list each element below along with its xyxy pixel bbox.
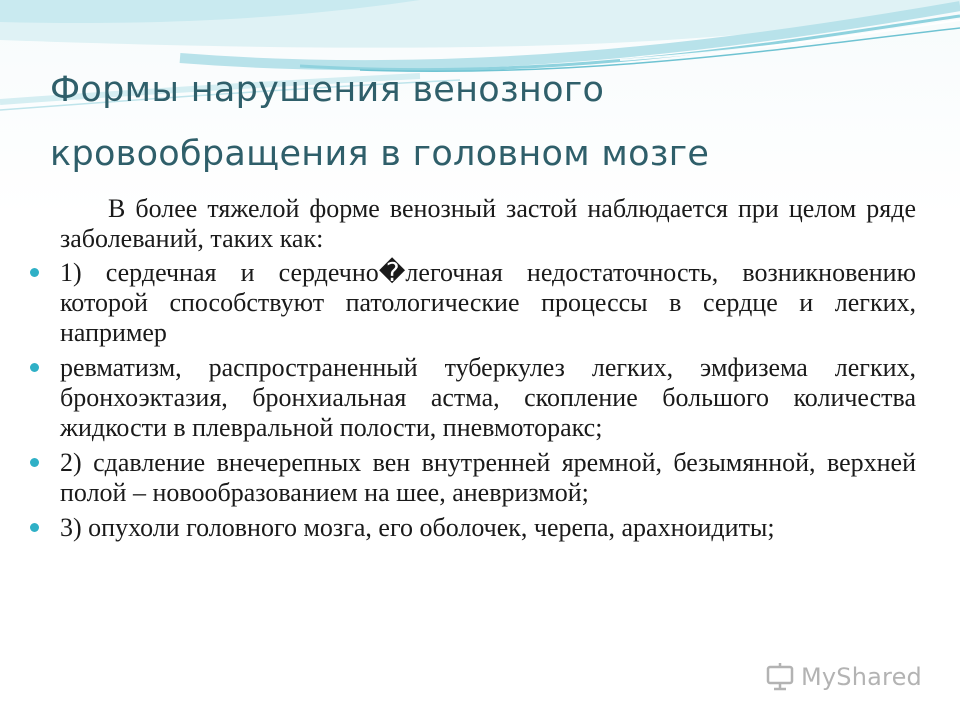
bullet-text: ревматизм, распространенный туберкулез легких, эмфизема легких, бронхоэктазия, бронхиальная астма, скопление большого количества жидкости в плевральной полости, пневмоторакс; — [60, 353, 916, 442]
bullet-text: 3) опухоли головного мозга, его оболочек, черепа, арахноидиты; — [60, 513, 775, 542]
bullet-text: 2) сдавление внечерепных вен внутренней яремной, безымянной, верхней полой – новообразованием на шее, аневризмой; — [60, 448, 916, 507]
bullet-dot-icon — [30, 268, 39, 277]
bullet-dot-icon — [30, 523, 39, 532]
list-item — [28, 448, 916, 508]
presentation-screen-icon — [765, 662, 795, 692]
list-item — [28, 353, 916, 443]
intro-paragraph: В более тяжелой форме венозный застой наблюдается при целом ряде заболеваний, таких как: — [60, 194, 916, 253]
bullet-list — [28, 258, 916, 543]
bullet-text: 1) сердечная и сердечно�легочная недостаточность, возникновению которой способствуют патологические процессы в сердце и легких, например — [60, 258, 916, 347]
list-item — [28, 513, 916, 543]
list-item — [28, 258, 916, 348]
watermark-text: MyShared — [800, 663, 922, 691]
bullet-dot-icon — [30, 458, 39, 467]
slide-title: Формы нарушения венозного кровообращения в головном мозге — [50, 70, 710, 174]
bullet-dot-icon — [30, 363, 39, 372]
slide-body — [28, 194, 916, 548]
myshared-watermark — [765, 662, 922, 692]
